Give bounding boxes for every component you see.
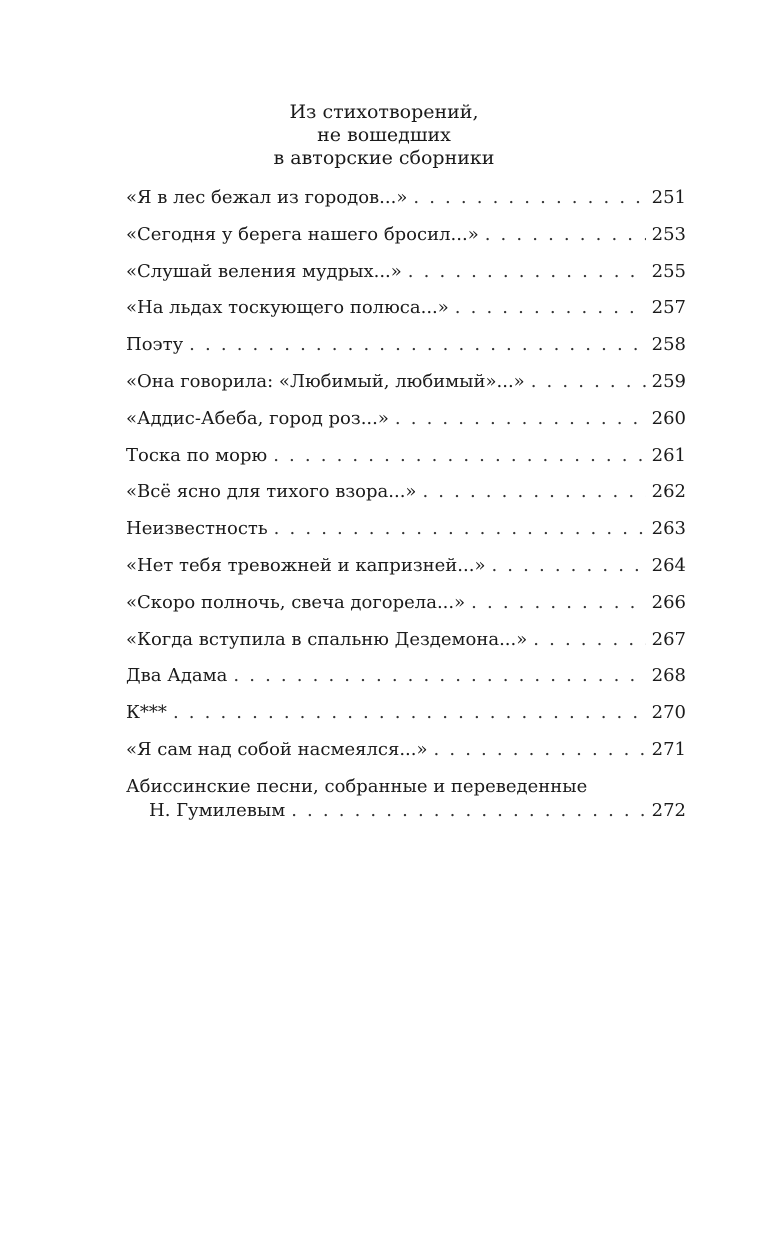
- toc-entry-page: 251: [651, 187, 686, 208]
- toc-entry-page: 261: [651, 444, 686, 466]
- toc-entry-title: Два Адама: [126, 665, 228, 687]
- toc-entry-title: «Скоро полночь, свеча догорела...»: [126, 591, 466, 613]
- toc-entry-page: 268: [651, 665, 686, 687]
- toc-entry-title: «Всё ясно для тихого взора...»: [126, 481, 417, 503]
- toc-entry: [126, 628, 686, 652]
- dot-leader: [273, 444, 645, 468]
- dot-leader: [413, 186, 645, 210]
- toc-entry-title: «Я сам над собой насмеялся...»: [126, 738, 428, 760]
- toc-entry-title: Тоска по морю: [126, 444, 268, 466]
- section-heading: [0, 101, 768, 170]
- dot-leader: [471, 591, 646, 615]
- toc-entry-page: 262: [651, 481, 686, 503]
- dot-leader: [274, 517, 646, 541]
- toc-entry: [126, 407, 686, 431]
- toc-entry-page: 271: [651, 738, 686, 760]
- dot-leader: [291, 799, 645, 823]
- dot-leader: [408, 260, 646, 284]
- section-heading-line: в авторские сборники: [273, 147, 495, 169]
- toc-entry: [126, 333, 686, 357]
- dot-leader: [533, 628, 645, 652]
- dot-leader: [485, 223, 646, 247]
- toc-entry-title: «Слушай веления мудрых...»: [126, 260, 402, 282]
- toc-entry: [126, 554, 686, 578]
- dot-leader: [434, 738, 646, 762]
- toc-entry: [126, 223, 686, 247]
- toc-entry-title: «Я в лес бежал из городов...»: [126, 187, 408, 208]
- dot-leader: [491, 554, 645, 578]
- dot-leader: [173, 701, 646, 725]
- section-heading-line: Из стихотворений,: [289, 101, 479, 123]
- toc-entry-page: 270: [651, 702, 686, 724]
- toc-entry-title-continuation: Н. Гумилевым: [149, 799, 286, 821]
- toc-entry-title: «Сегодня у берега нашего бросил...»: [126, 223, 479, 245]
- dot-leader: [531, 370, 646, 394]
- toc-entry-page: 267: [651, 628, 686, 650]
- toc-entry-page: 266: [651, 591, 686, 613]
- dot-leader: [233, 664, 645, 688]
- toc-entry-title: «Она говорила: «Любимый, любимый»...»: [126, 370, 525, 392]
- toc-entry: [126, 701, 686, 725]
- toc-entry-page: 255: [651, 260, 686, 282]
- toc-entry-title: К***: [126, 702, 167, 724]
- dot-leader: [395, 407, 646, 431]
- section-heading-line: не вошедших: [317, 124, 451, 146]
- toc-entry-page: 259: [651, 370, 686, 392]
- toc-entry-page: 258: [651, 334, 686, 356]
- toc-entry-title: Абиссинские песни, собранные и переведенные: [126, 775, 588, 797]
- toc-entry-page: 257: [651, 297, 686, 319]
- toc-entry-page: 264: [651, 554, 686, 576]
- toc-entry: [126, 186, 686, 210]
- toc-entry-page: 263: [651, 518, 686, 540]
- table-of-contents: [126, 186, 686, 836]
- dot-leader: [189, 333, 645, 357]
- toc-entry-title: Поэту: [126, 334, 184, 356]
- toc-entry-page: 272: [651, 799, 686, 821]
- toc-entry-page: 260: [651, 407, 686, 429]
- toc-entry-title: «Когда вступила в спальню Дездемона...»: [126, 628, 528, 650]
- toc-entry-title: Неизвестность: [126, 518, 268, 540]
- dot-leader: [455, 296, 646, 320]
- toc-entry: [126, 296, 686, 320]
- toc-entry: [126, 517, 686, 541]
- toc-entry: [126, 444, 686, 468]
- toc-entry-title: «Нет тебя тревожней и капризней...»: [126, 554, 486, 576]
- toc-entry: [126, 591, 686, 615]
- toc-entry-title: «На льдах тоскующего полюса...»: [126, 297, 449, 319]
- toc-entry-title: «Аддис-Абеба, город роз...»: [126, 407, 389, 429]
- toc-entry: [126, 260, 686, 284]
- toc-entry-multiline: [126, 775, 686, 823]
- dot-leader: [422, 480, 645, 504]
- toc-entry: [126, 370, 686, 394]
- toc-entry: [126, 480, 686, 504]
- toc-entry: [126, 738, 686, 762]
- toc-entry-page: 253: [651, 223, 686, 245]
- toc-entry: [126, 664, 686, 688]
